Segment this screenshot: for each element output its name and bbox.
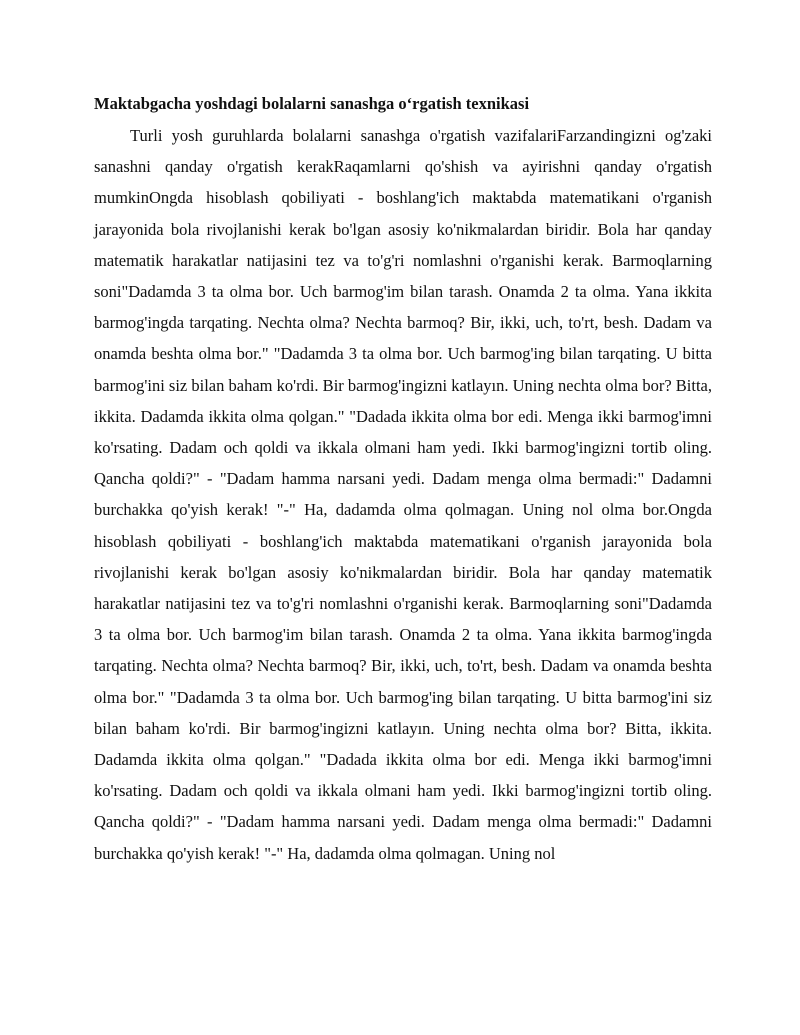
document-page bbox=[94, 92, 712, 869]
body-paragraph: Turli yosh guruhlarda bolalarni sanashga o'rgatish vazifalariFarzandingizni og'zaki sanashni qanday o'rgatish kerakRaqamlarni qo'shish va ayirishni qanday o'rgatish mumkinOngda hisoblash qobiliyati - boshlang'ich maktabda matematikani o'rganish jarayonida bola rivojlanishi kerak bo'lgan asosiy ko'nikmalardan biridir. Bola har qanday matematik harakatlar natijasini tez va to'g'ri nomlashni o'rganishi kerak. Barmoqlarning soni"Dadamda 3 ta olma bor. Uch barmog'im bilan tarash. Onamda 2 ta olma. Yana ikkita barmog'ingda tarqating. Nechta olma? Nechta barmoq? Bir, ikki, uch, to'rt, besh. Dadam va onamda beshta olma bor." "Dadamda 3 ta olma bor. Uch barmog'ing bilan tarqating. U bitta barmog'ini siz bilan baham ko'rdi. Bir barmog'ingizni katlayın. Uning nechta olma bor? Bitta, ikkita. Dadamda ikkita olma qolgan." "Dadada ikkita olma bor edi. Menga ikki barmog'imni ko'rsating. Dadam och qoldi va ikkala olmani ham yedi. Ikki barmog'ingizni tortib oling. Qancha qoldi?" - "Dadam hamma narsani yedi. Dadam menga olma bermadi:" Dadamni burchakka qo'yish kerak! "-" Ha, dadamda olma qolmagan. Uning nol olma bor.Ongda hisoblash qobiliyati - boshlang'ich maktabda matematikani o'rganish jarayonida bola rivojlanishi kerak bo'lgan asosiy ko'nikmalardan biridir. Bola har qanday matematik harakatlar natijasini tez va to'g'ri nomlashni o'rganishi kerak. Barmoqlarning soni"Dadamda 3 ta olma bor. Uch barmog'im bilan tarash. Onamda 2 ta olma. Yana ikkita barmog'ingda tarqating. Nechta olma? Nechta barmoq? Bir, ikki, uch, to'rt, besh. Dadam va onamda beshta olma bor." "Dadamda 3 ta olma bor. Uch barmog'ing bilan tarqating. U bitta barmog'ini siz bilan baham ko'rdi. Bir barmog'ingizni katlayın. Uning nechta olma bor? Bitta, ikkita. Dadamda ikkita olma qolgan." "Dadada ikkita olma bor edi. Menga ikki barmog'imni ko'rsating. Dadam och qoldi va ikkala olmani ham yedi. Ikki barmog'ingizni tortib oling. Qancha qoldi?" - "Dadam hamma narsani yedi. Dadam menga olma bermadi:" Dadamni burchakka qo'yish kerak! "-" Ha, dadamda olma qolmagan. Uning nol bbox=[94, 126, 712, 863]
document-title: Maktabgacha yoshdagi bolalarni sanashga o‘rgatish texnikasi bbox=[94, 94, 530, 113]
